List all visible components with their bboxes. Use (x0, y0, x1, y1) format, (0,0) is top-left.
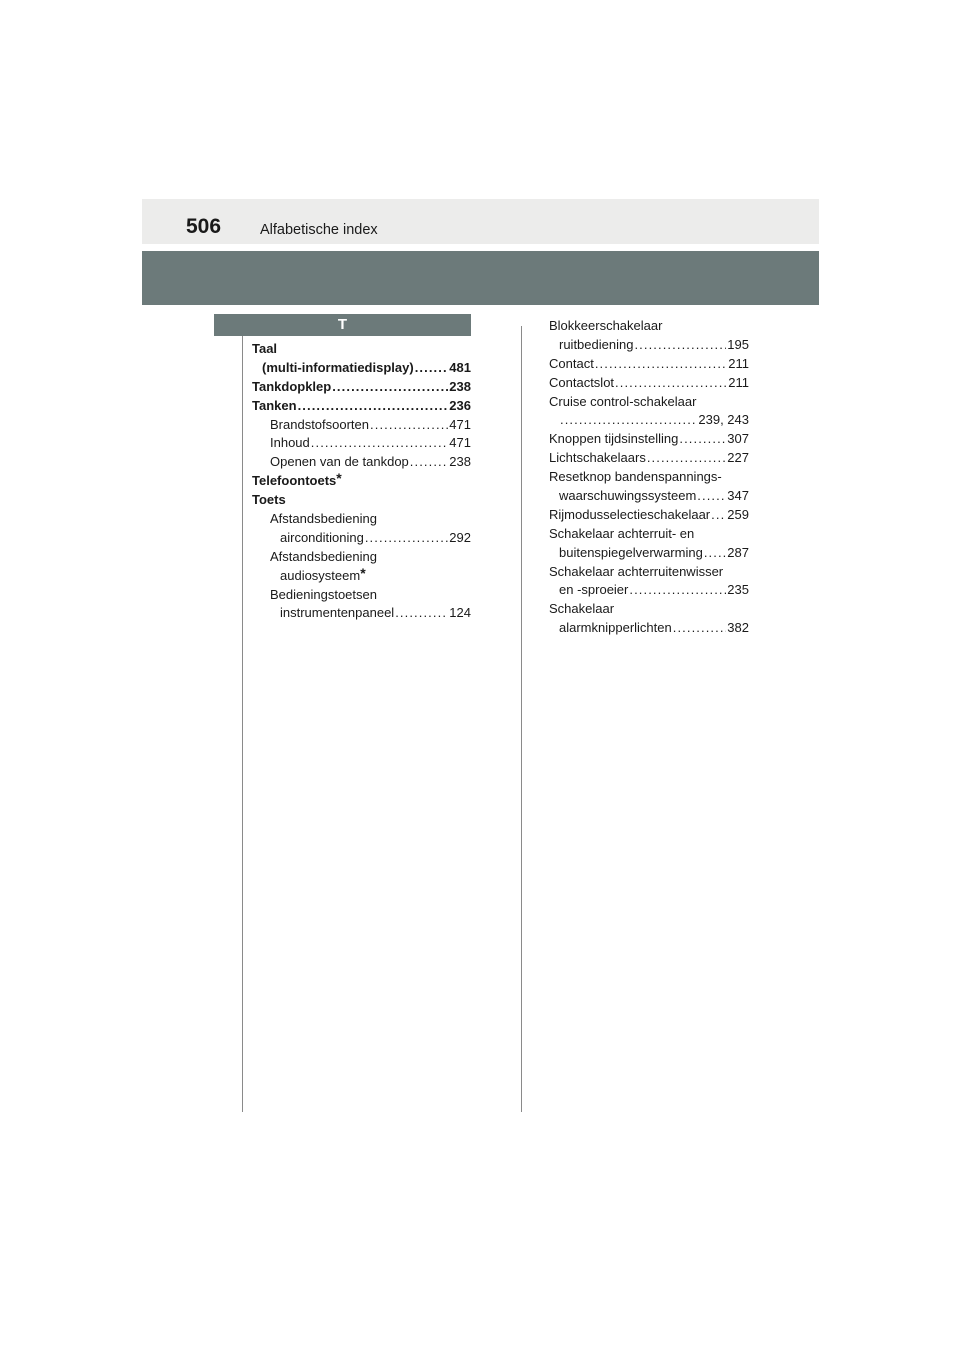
index-entry: alarmknipperlichten ..... 382 (549, 619, 749, 638)
right-index-column (549, 317, 749, 638)
index-entry: Cruise control-schakelaar (549, 393, 697, 409)
index-entry: Tankdopklep ..... 238 (252, 378, 471, 397)
left-index-column (252, 340, 471, 623)
index-entry: Contactslot ..... 211 (549, 374, 749, 393)
left-column-rule (242, 336, 243, 1112)
page-title: Alfabetische index (260, 222, 378, 238)
index-entry: Lichtschakelaars ..... 227 (549, 449, 749, 468)
column-divider (521, 326, 522, 1112)
index-entry: (multi-informatiedisplay) ..... 481 (252, 359, 471, 378)
index-entry: Schakelaar (549, 601, 615, 617)
index-entry: ..... 239, 243 (549, 411, 749, 430)
page-number: 506 (186, 215, 222, 238)
header-band (142, 199, 819, 244)
index-entry: Schakelaar achterruitenwisser (549, 563, 724, 579)
index-entry: Bedieningstoetsen (270, 586, 377, 602)
section-letter: T (214, 314, 471, 336)
index-entry: audiosysteem * (280, 564, 366, 583)
index-entry: instrumentenpaneel ..... 124 (252, 604, 471, 623)
index-entry: Blokkeerschakelaar (549, 318, 663, 333)
index-entry: Afstandsbediening (270, 548, 377, 564)
index-entry: Schakelaar achterruit- en (549, 525, 695, 541)
index-entry: Toets (252, 492, 286, 508)
index-entry: Taal (252, 341, 278, 356)
index-entry: en -sproeier ..... 235 (549, 581, 749, 600)
index-entry: waarschuwingssysteem ..... 347 (549, 487, 749, 506)
index-entry: Tanken ..... 236 (252, 397, 471, 416)
index-entry: Inhoud ..... 471 (252, 434, 471, 453)
index-entry: Afstandsbediening (270, 511, 377, 527)
index-entry: Knoppen tijdsinstelling ..... 307 (549, 430, 749, 449)
index-entry: buitenspiegelverwarming ..... 287 (549, 544, 749, 563)
index-entry: Telefoontoets * (252, 470, 342, 489)
index-entry: Contact ..... 211 (549, 355, 749, 374)
index-entry: Rijmodusselectieschakelaar ..... 259 (549, 506, 749, 525)
index-entry: Brandstofsoorten ..... 471 (252, 416, 471, 435)
index-entry: ruitbediening ..... 195 (549, 336, 749, 355)
index-entry: Openen van de tankdop ..... 238 (252, 453, 471, 472)
index-entry: Resetknop bandenspannings- (549, 469, 722, 485)
index-entry: airconditioning ..... 292 (252, 529, 471, 548)
section-banner (142, 251, 819, 305)
